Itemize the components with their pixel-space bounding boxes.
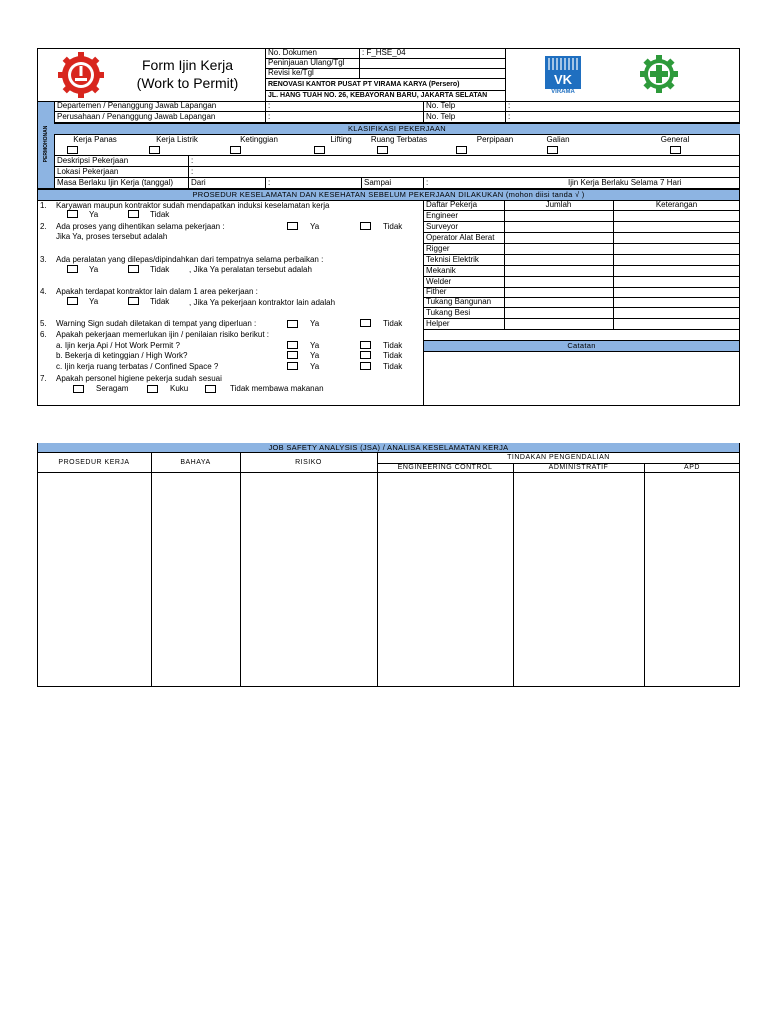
q6c-ya-label: Ya [310, 362, 320, 371]
class-general: General [660, 135, 690, 144]
workers-col-count: Jumlah [545, 200, 572, 209]
q2-tidak-label: Tidak [383, 222, 403, 231]
q3-text: Ada peralatan yang dilepas/dipindahkan dari tempatnya selama perbaikan : [56, 255, 324, 264]
worker-row: Tukang Bangunan [426, 297, 492, 306]
no-food-label: Tidak membawa makanan [230, 384, 324, 393]
q7-number: 7. [40, 374, 47, 383]
location-colon: : [191, 167, 194, 176]
form-subtitle: (Work to Permit) [136, 75, 239, 91]
desc-label: Deskripsi Pekerjaan [57, 156, 129, 165]
classification-title: KLASIFIKASI PEKERJAAN [54, 123, 740, 135]
q6a-tidak-label: Tidak [383, 341, 403, 350]
jsa-col-risk: RISIKO [295, 459, 322, 466]
dept-colon: : [268, 101, 271, 110]
q4-number: 4. [40, 287, 47, 296]
q1-tidak-label: Tidak [150, 210, 170, 219]
virama-logo-sub: VIRAMA [551, 89, 575, 95]
jsa-table [37, 443, 740, 687]
class-height-checkbox[interactable] [230, 146, 241, 154]
q1-text: Karyawan maupun kontraktor sudah mendapatkan induksi keselamatan kerja [56, 201, 330, 210]
validity-label: Masa Berlaku Ijin Kerja (tanggal) [57, 178, 174, 187]
q4-tidak-checkbox[interactable] [128, 297, 139, 305]
q3-tidak-label: Tidak [150, 265, 170, 274]
class-hot-work-checkbox[interactable] [67, 146, 78, 154]
q2-number: 2. [40, 222, 47, 231]
q2-ya-label: Ya [310, 222, 320, 231]
q3-tidak-checkbox[interactable] [128, 265, 139, 273]
class-hot-work: Kerja Panas [73, 135, 117, 144]
location-label: Lokasi Pekerjaan [57, 167, 119, 176]
virama-logo [545, 56, 581, 96]
q4-text: Apakah terdapat kontraktor lain dalam 1 area pekerjaan : [56, 287, 258, 296]
q6b-ya-checkbox[interactable] [287, 351, 298, 359]
q3-ya-label: Ya [89, 265, 99, 274]
notes-area[interactable] [424, 351, 739, 405]
doc-no-value: : F_HSE_04 [362, 48, 406, 57]
validity-note: Ijin Kerja Berlaku Selama 7 Hari [568, 178, 682, 187]
worker-row: Welder [426, 277, 452, 286]
class-general-checkbox[interactable] [670, 146, 681, 154]
q6a-ya-checkbox[interactable] [287, 341, 298, 349]
worker-row: Tukang Besi [426, 308, 471, 317]
q6a-text: a. Ijin kerja Api / Hot Work Permit ? [56, 341, 180, 350]
from-label: Dari [191, 178, 206, 187]
q5-tidak-label: Tidak [383, 319, 403, 328]
q6c-tidak-checkbox[interactable] [360, 362, 371, 370]
q6b-tidak-label: Tidak [383, 351, 403, 360]
jsa-col-procedure: PROSEDUR KERJA [58, 459, 130, 466]
q5-ya-checkbox[interactable] [287, 320, 298, 328]
q5-text: Warning Sign sudah diletakan di tempat yang diperluan : [56, 319, 257, 328]
q3-number: 3. [40, 255, 47, 264]
uniform-label: Seragam [96, 384, 129, 393]
no-food-checkbox[interactable] [205, 385, 216, 393]
q6-text: Apakah pekerjaan memerlukan ijin / penilaian risiko berikut : [56, 330, 269, 339]
review-label: Peninjauan Ulang/Tgl [268, 58, 345, 67]
q2-sub: Jika Ya, proses tersebut adalah [56, 232, 168, 241]
q4-ya-checkbox[interactable] [67, 297, 78, 305]
q2-ya-checkbox[interactable] [287, 222, 298, 230]
to-colon: : [426, 178, 429, 187]
q6c-ya-checkbox[interactable] [287, 362, 298, 370]
q1-number: 1. [40, 201, 47, 210]
jsa-col-hazard: BAHAYA [180, 459, 211, 466]
dept-phone-label: No. Telp [426, 101, 456, 110]
classification-row [54, 134, 740, 155]
jsa-col-admin: ADMINISTRATIF [548, 464, 609, 471]
workers-col-note: Keterangan [655, 200, 698, 209]
worker-row: Mekanik [426, 266, 456, 275]
q6b-tidak-checkbox[interactable] [360, 351, 371, 359]
worker-row: Engineer [426, 211, 459, 220]
worker-row: Rigger [426, 244, 450, 253]
class-electrical-checkbox[interactable] [149, 146, 160, 154]
uniform-checkbox[interactable] [73, 385, 84, 393]
class-lifting-checkbox[interactable] [314, 146, 325, 154]
worker-row: Teknisi Elektrik [426, 255, 479, 264]
q4-ya-label: Ya [89, 297, 99, 306]
q6b-ya-label: Ya [310, 351, 320, 360]
dept-label: Departemen / Penanggung Jawab Lapangan [57, 101, 217, 110]
q6-number: 6. [40, 330, 47, 339]
jsa-col-control: TINDAKAN PENGENDALIAN [507, 454, 610, 461]
jsa-col-engineering: ENGINEERING CONTROL [397, 464, 493, 471]
q7-text: Apakah personel higiene pekerja sudah sesuai [56, 374, 222, 383]
doc-no-label: No. Dokumen [268, 48, 317, 57]
company-logo-icon [58, 52, 104, 98]
jsa-title: JOB SAFETY ANALYSIS (JSA) / ANALISA KESELAMATAN KERJA [38, 443, 739, 453]
to-label: Sampai [364, 178, 392, 187]
class-lifting: Lifting [330, 135, 352, 144]
green-cross-gear-icon [640, 55, 678, 93]
q2-text: Ada proses yang dihentikan selama pekerjaan : [56, 222, 225, 231]
form-title: Form Ijin Kerja [141, 57, 234, 73]
workers-col-list: Daftar Pekerja [426, 200, 478, 209]
class-confined-checkbox[interactable] [377, 146, 388, 154]
notes-title: Catatan [424, 340, 739, 352]
class-excavation: Galian [546, 135, 570, 144]
worker-row: Surveyor [426, 222, 459, 231]
q6c-tidak-label: Tidak [383, 362, 403, 371]
company-phone-colon: : [508, 112, 511, 121]
class-electrical: Kerja Listrik [156, 135, 198, 144]
q2-tidak-checkbox[interactable] [360, 222, 371, 230]
class-excavation-checkbox[interactable] [547, 146, 558, 154]
worker-row: Helper [426, 319, 450, 328]
from-colon: : [268, 178, 271, 187]
q4-sub: , Jika Ya pekerjaan kontraktor lain adalah [189, 298, 336, 307]
procedure-title: PROSEDUR KESELAMATAN DAN KESEHATAN SEBELUM PEKERJAAN DILAKUKAN (mohon diisi tanda √ ) [38, 189, 739, 201]
worker-row: Operator Alat Berat [426, 233, 495, 242]
q5-number: 5. [40, 319, 47, 328]
class-height: Ketinggian [240, 135, 278, 144]
company-label: Perusahaan / Penanggung Jawab Lapangan [57, 112, 216, 121]
q5-tidak-checkbox[interactable] [360, 319, 371, 327]
applicant-side-text: PERMOHONAN [43, 125, 49, 163]
project-address: JL. HANG TUAH NO. 26, KEBAYORAN BARU, JAKARTA SELATAN [268, 92, 488, 99]
q3-sub: , Jika Ya peralatan tersebut adalah [189, 265, 312, 274]
nails-label: Kuku [170, 384, 189, 393]
worker-row: Fither [426, 287, 447, 296]
q3-ya-checkbox[interactable] [67, 265, 78, 273]
desc-colon: : [191, 156, 194, 165]
q1-tidak-checkbox[interactable] [128, 210, 139, 218]
q4-tidak-label: Tidak [150, 297, 170, 306]
q6a-tidak-checkbox[interactable] [360, 341, 371, 349]
class-piping-checkbox[interactable] [456, 146, 467, 154]
class-confined: Ruang Terbatas [370, 135, 428, 144]
q1-ya-label: Ya [89, 210, 99, 219]
q6b-text: b. Bekerja di ketinggian / High Work? [56, 351, 188, 360]
virama-logo-text: VK [553, 72, 573, 87]
dept-phone-colon: : [508, 101, 511, 110]
company-phone-label: No. Telp [426, 112, 456, 121]
jsa-col-ppe: APD [684, 464, 700, 471]
nails-checkbox[interactable] [147, 385, 158, 393]
q6a-ya-label: Ya [310, 341, 320, 350]
q5-ya-label: Ya [310, 319, 320, 328]
company-colon: : [268, 112, 271, 121]
q6c-text: c. Ijin kerja ruang terbatas / Confined Space ? [56, 362, 219, 371]
project-name: RENOVASI KANTOR PUSAT PT VIRAMA KARYA (Persero) [268, 81, 460, 88]
q1-ya-checkbox[interactable] [67, 210, 78, 218]
revision-label: Revisi ke/Tgl [268, 68, 314, 77]
class-piping: Perpipaan [476, 135, 514, 144]
